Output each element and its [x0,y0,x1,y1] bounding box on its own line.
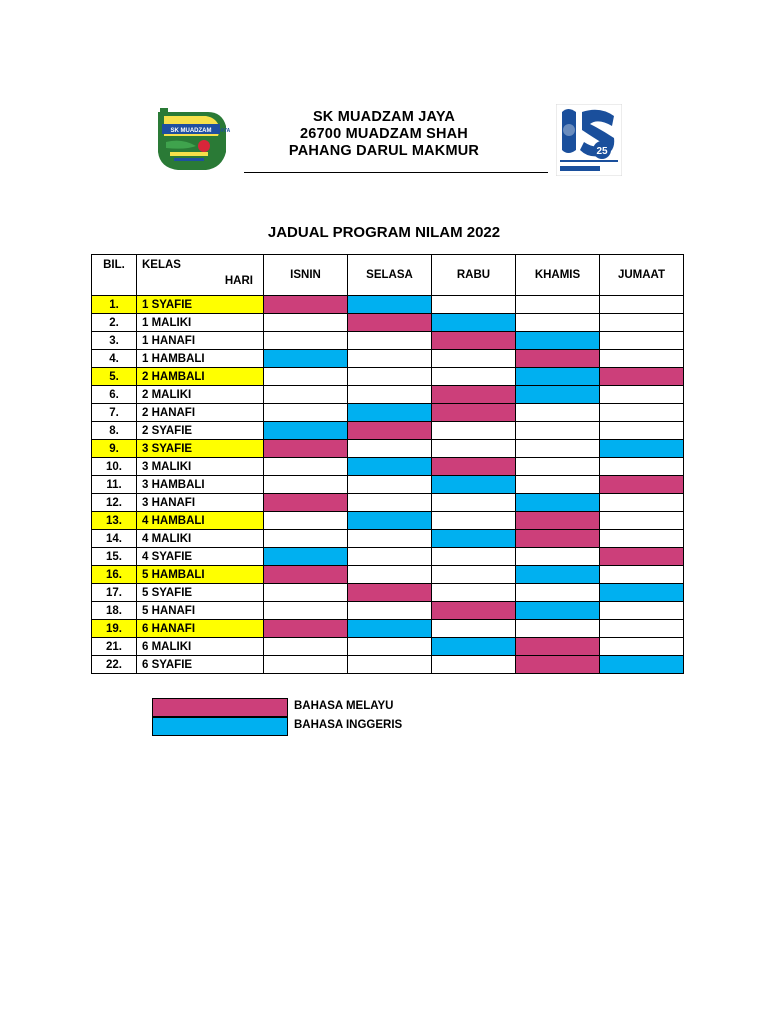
table-row [92,332,684,350]
row-number: 8. [92,422,137,440]
class-name: 4 HAMBALI [137,512,264,530]
kelas-header-label: KELAS [142,259,181,271]
slot-empty [600,332,684,350]
kelas-hari-header [137,255,264,296]
slot-empty [348,386,432,404]
slot-bahasa-melayu [516,530,600,548]
row-number: 22. [92,656,137,674]
slot-empty [600,638,684,656]
slot-empty [264,386,348,404]
row-number: 2. [92,314,137,332]
class-name: 2 HAMBALI [137,368,264,386]
slot-bahasa-melayu [432,332,516,350]
row-number: 10. [92,458,137,476]
anniversary-logo [556,104,622,176]
slot-empty [432,440,516,458]
slot-bahasa-melayu [600,476,684,494]
slot-bahasa-melayu [264,494,348,512]
row-number: 7. [92,404,137,422]
slot-empty [432,584,516,602]
page-title: JADUAL PROGRAM NILAM 2022 [267,224,501,241]
slot-bahasa-melayu [432,404,516,422]
slot-empty [516,458,600,476]
slot-bahasa-melayu [516,656,600,674]
table-row [92,386,684,404]
slot-empty [264,368,348,386]
school-name: SK MUADZAM JAYA [312,109,456,125]
hari-header-label: HARI [224,275,253,287]
row-number: 14. [92,530,137,548]
slot-bahasa-melayu [516,638,600,656]
slot-bahasa-inggeris [516,368,600,386]
row-number: 11. [92,476,137,494]
day-header: ISNIN [264,255,348,296]
slot-bahasa-inggeris [264,350,348,368]
slot-bahasa-inggeris [348,512,432,530]
class-name: 5 SYAFIE [137,584,264,602]
table-row [92,512,684,530]
slot-empty [432,512,516,530]
row-number: 6. [92,386,137,404]
legend-label: BAHASA MELAYU [294,700,394,712]
slot-bahasa-melayu [432,386,516,404]
class-name: 1 MALIKI [137,314,264,332]
table-row [92,530,684,548]
slot-empty [348,638,432,656]
slot-empty [516,404,600,422]
svg-text:25: 25 [596,146,608,157]
slot-bahasa-inggeris [516,602,600,620]
school-address: 26700 MUADZAM SHAH [300,126,468,142]
slot-empty [264,512,348,530]
slot-empty [432,494,516,512]
table-row [92,440,684,458]
slot-bahasa-melayu [516,350,600,368]
table-row [92,350,684,368]
slot-bahasa-melayu [348,584,432,602]
table-row [92,296,684,314]
slot-bahasa-inggeris [516,386,600,404]
slot-empty [600,386,684,404]
table-row [92,494,684,512]
slot-bahasa-inggeris [432,314,516,332]
slot-bahasa-inggeris [516,332,600,350]
row-number: 21. [92,638,137,656]
row-number: 5. [92,368,137,386]
slot-empty [264,656,348,674]
class-name: 1 SYAFIE [137,296,264,314]
school-header [242,109,526,160]
slot-empty [600,350,684,368]
slot-empty [432,656,516,674]
schedule-table [91,254,684,674]
slot-empty [264,314,348,332]
slot-bahasa-inggeris [348,620,432,638]
slot-empty [600,494,684,512]
day-header: JUMAAT [600,255,684,296]
class-name: 5 HAMBALI [137,566,264,584]
slot-empty [600,458,684,476]
slot-empty [516,620,600,638]
slot-bahasa-melayu [432,458,516,476]
row-number: 4. [92,350,137,368]
slot-bahasa-inggeris [516,494,600,512]
table-row [92,620,684,638]
row-number: 1. [92,296,137,314]
slot-bahasa-inggeris [348,296,432,314]
class-name: 3 SYAFIE [137,440,264,458]
class-name: 1 HAMBALI [137,350,264,368]
class-name: 4 MALIKI [137,530,264,548]
slot-empty [600,404,684,422]
slot-empty [432,620,516,638]
slot-bahasa-inggeris [600,440,684,458]
class-name: 6 MALIKI [137,638,264,656]
slot-empty [432,350,516,368]
class-name: 3 MALIKI [137,458,264,476]
slot-bahasa-inggeris [432,638,516,656]
table-row [92,404,684,422]
slot-bahasa-melayu [600,368,684,386]
slot-bahasa-melayu [264,296,348,314]
slot-bahasa-melayu [348,314,432,332]
slot-empty [348,530,432,548]
slot-empty [600,530,684,548]
slot-empty [516,548,600,566]
row-number: 19. [92,620,137,638]
slot-empty [600,620,684,638]
slot-empty [516,476,600,494]
slot-empty [516,440,600,458]
slot-empty [264,602,348,620]
slot-empty [264,332,348,350]
row-number: 16. [92,566,137,584]
table-row [92,548,684,566]
slot-empty [348,602,432,620]
table-row [92,584,684,602]
slot-empty [348,440,432,458]
day-header: SELASA [348,255,432,296]
slot-empty [432,422,516,440]
class-name: 1 HANAFI [137,332,264,350]
slot-bahasa-melayu [516,512,600,530]
slot-empty [516,296,600,314]
slot-empty [516,422,600,440]
slot-empty [348,566,432,584]
slot-empty [600,602,684,620]
slot-empty [600,422,684,440]
slot-bahasa-inggeris [432,530,516,548]
slot-bahasa-melayu [432,602,516,620]
slot-empty [264,404,348,422]
table-row [92,368,684,386]
class-name: 2 MALIKI [137,386,264,404]
table-row [92,638,684,656]
slot-empty [348,368,432,386]
slot-empty [264,458,348,476]
day-header: RABU [432,255,516,296]
slot-bahasa-melayu [264,566,348,584]
slot-bahasa-inggeris [264,422,348,440]
legend-swatch-bahasa-melayu [152,698,288,717]
slot-empty [432,548,516,566]
slot-empty [348,476,432,494]
slot-bahasa-melayu [348,422,432,440]
slot-empty [348,548,432,566]
slot-empty [264,476,348,494]
row-number: 9. [92,440,137,458]
slot-empty [600,566,684,584]
slot-bahasa-melayu [264,620,348,638]
table-row [92,314,684,332]
table-row [92,476,684,494]
school-state: PAHANG DARUL MAKMUR [288,143,480,159]
svg-text:JAYA: JAYA [217,128,231,134]
slot-empty [600,512,684,530]
slot-empty [348,656,432,674]
slot-bahasa-melayu [264,440,348,458]
row-number: 3. [92,332,137,350]
table-header-row [92,255,684,296]
table-row [92,656,684,674]
slot-bahasa-inggeris [348,404,432,422]
slot-empty [516,584,600,602]
table-row [92,458,684,476]
row-number: 12. [92,494,137,512]
slot-empty [600,314,684,332]
class-name: 5 HANAFI [137,602,264,620]
slot-empty [348,494,432,512]
class-name: 2 HANAFI [137,404,264,422]
legend-swatch-bahasa-inggeris [152,717,288,736]
svg-text:SK MUADZAM: SK MUADZAM [170,128,212,134]
slot-empty [264,584,348,602]
slot-empty [432,566,516,584]
slot-empty [348,332,432,350]
slot-bahasa-inggeris [432,476,516,494]
class-name: 3 HAMBALI [137,476,264,494]
class-name: 4 SYAFIE [137,548,264,566]
row-number: 18. [92,602,137,620]
slot-bahasa-melayu [600,548,684,566]
row-number: 17. [92,584,137,602]
class-name: 6 HANAFI [137,620,264,638]
row-number: 13. [92,512,137,530]
slot-bahasa-inggeris [264,548,348,566]
bil-header: BIL. [92,255,137,296]
class-name: 3 HANAFI [137,494,264,512]
table-row [92,566,684,584]
row-number: 15. [92,548,137,566]
slot-empty [264,530,348,548]
header-underline [244,172,548,173]
slot-empty [432,296,516,314]
slot-empty [516,314,600,332]
slot-bahasa-inggeris [348,458,432,476]
legend-label: BAHASA INGGERIS [294,719,403,731]
class-name: 6 SYAFIE [137,656,264,674]
class-name: 2 SYAFIE [137,422,264,440]
school-logo [152,106,232,174]
slot-empty [432,368,516,386]
slot-bahasa-inggeris [600,656,684,674]
slot-bahasa-inggeris [516,566,600,584]
day-header: KHAMIS [516,255,600,296]
slot-empty [348,350,432,368]
table-row [92,422,684,440]
slot-bahasa-inggeris [600,584,684,602]
table-row [92,602,684,620]
slot-empty [264,638,348,656]
slot-empty [600,296,684,314]
